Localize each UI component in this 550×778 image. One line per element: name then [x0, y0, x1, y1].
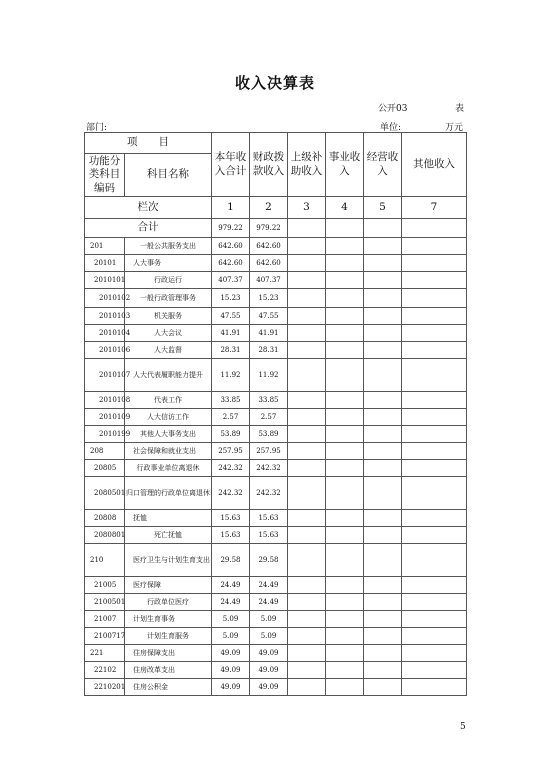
- subject-code: 2010101: [85, 272, 125, 289]
- empty-cell: [326, 325, 364, 342]
- total-fiscal-value: 979.22: [250, 219, 288, 238]
- total-income: 407.37: [212, 272, 250, 289]
- empty-cell: [288, 238, 326, 255]
- empty-cell: [364, 477, 402, 510]
- empty-cell: [364, 510, 402, 527]
- subject-name: 机关服务: [125, 308, 212, 325]
- subject-code: 208: [85, 443, 125, 460]
- fiscal-income: 28.31: [250, 342, 288, 359]
- subject-name: 人大会议: [125, 325, 212, 342]
- subject-code: 2010199: [85, 426, 125, 443]
- total-income: 33.85: [212, 392, 250, 409]
- subject-name: 住房公积金: [125, 679, 212, 696]
- empty-cell: [288, 325, 326, 342]
- table-row: [85, 289, 467, 308]
- empty-cell: [288, 645, 326, 662]
- empty-cell: [288, 460, 326, 477]
- subject-name: 计划生育服务: [125, 628, 212, 645]
- empty-cell: [326, 342, 364, 359]
- subject-code: 20805: [85, 460, 125, 477]
- subject-name: 社会保障和就业支出: [125, 443, 212, 460]
- subject-code: 221: [85, 645, 125, 662]
- empty-cell: [402, 289, 467, 308]
- empty-cell: [402, 662, 467, 679]
- empty-cell: [364, 662, 402, 679]
- empty-cell: [288, 272, 326, 289]
- empty-cell: [364, 460, 402, 477]
- subject-name: 人大监督: [125, 342, 212, 359]
- income-table: [84, 132, 467, 696]
- table-row: [85, 544, 467, 577]
- empty-cell: [364, 628, 402, 645]
- total-income: 28.31: [212, 342, 250, 359]
- subject-name: 抚恤: [125, 510, 212, 527]
- fiscal-income: 47.55: [250, 308, 288, 325]
- empty-cell: [402, 359, 467, 392]
- subject-code: 210: [85, 544, 125, 577]
- empty-cell: [326, 611, 364, 628]
- fiscal-income: 242.32: [250, 477, 288, 510]
- empty-cell: [326, 426, 364, 443]
- empty-cell: [288, 662, 326, 679]
- table-row: [85, 342, 467, 359]
- empty-cell: [402, 392, 467, 409]
- subject-name: 医疗保障: [125, 577, 212, 594]
- subject-name: 人大信访工作: [125, 409, 212, 426]
- department-label: 部门:: [86, 123, 108, 133]
- empty-cell: [364, 594, 402, 611]
- fiscal-income: 242.32: [250, 460, 288, 477]
- fiscal-income: 29.58: [250, 544, 288, 577]
- total-income: 257.95: [212, 443, 250, 460]
- empty-cell: [326, 645, 364, 662]
- subject-code: 2010108: [85, 392, 125, 409]
- header-superior-subsidy: 上级补助收入: [288, 133, 326, 197]
- table-row: [85, 460, 467, 477]
- empty-cell: [364, 255, 402, 272]
- total-income: 49.09: [212, 645, 250, 662]
- table-row: [85, 255, 467, 272]
- empty-cell: [288, 409, 326, 426]
- subject-code: 2100501: [85, 594, 125, 611]
- table-row: [85, 426, 467, 443]
- unit-value: 万元: [445, 123, 464, 133]
- table-row: [85, 510, 467, 527]
- empty-cell: [402, 645, 467, 662]
- table-row: [85, 645, 467, 662]
- empty-cell: [402, 426, 467, 443]
- fiscal-income: 2.57: [250, 409, 288, 426]
- subject-name: 归口管理的行政单位离退休: [125, 477, 212, 510]
- empty-cell: [288, 679, 326, 696]
- fiscal-income: 5.09: [250, 611, 288, 628]
- empty-cell: [288, 255, 326, 272]
- total-income: 642.60: [212, 238, 250, 255]
- col-number: 2: [250, 197, 288, 219]
- empty-cell: [402, 577, 467, 594]
- empty-cell: [326, 510, 364, 527]
- subject-name: 计划生育事务: [125, 611, 212, 628]
- header-func-code: 功能分类科目编码: [85, 154, 125, 197]
- empty-cell: [326, 577, 364, 594]
- page-title: 收入决算表: [234, 74, 315, 92]
- total-income: 49.09: [212, 679, 250, 696]
- fiscal-income: 642.60: [250, 255, 288, 272]
- subject-code: 2210201: [85, 679, 125, 696]
- empty-cell: [364, 443, 402, 460]
- fiscal-income: 11.92: [250, 359, 288, 392]
- subject-code: 2080501: [85, 477, 125, 510]
- fiscal-income: 15.63: [250, 510, 288, 527]
- empty-cell: [288, 342, 326, 359]
- subject-code: 201: [85, 238, 125, 255]
- col-number: 3: [288, 197, 326, 219]
- subject-code: 20808: [85, 510, 125, 527]
- empty-cell: [326, 359, 364, 392]
- empty-cell: [288, 544, 326, 577]
- empty-cell: [326, 409, 364, 426]
- subject-name: 医疗卫生与计划生育支出: [125, 544, 212, 577]
- subject-name: 人大事务: [125, 255, 212, 272]
- empty-cell: [364, 544, 402, 577]
- total-income: 41.91: [212, 325, 250, 342]
- table-row: [85, 392, 467, 409]
- empty-cell: [364, 679, 402, 696]
- empty-cell: [288, 477, 326, 510]
- empty-cell: [326, 628, 364, 645]
- table-row: [85, 443, 467, 460]
- fiscal-income: 257.95: [250, 443, 288, 460]
- subject-code: 2010102: [85, 289, 125, 308]
- fiscal-income: 15.63: [250, 527, 288, 544]
- form-suffix: 表: [455, 104, 465, 114]
- empty-cell: [288, 426, 326, 443]
- empty-cell: [402, 628, 467, 645]
- empty-cell: [402, 238, 467, 255]
- empty-cell: [364, 611, 402, 628]
- subject-name: 住房保障支出: [125, 645, 212, 662]
- total-income: 642.60: [212, 255, 250, 272]
- total-income: 11.92: [212, 359, 250, 392]
- subject-code: 21005: [85, 577, 125, 594]
- subject-code: 2010109: [85, 409, 125, 426]
- fiscal-income: 24.49: [250, 577, 288, 594]
- empty-cell: [288, 577, 326, 594]
- subject-name: 人大代表履职能力提升: [125, 359, 212, 392]
- empty-cell: [326, 392, 364, 409]
- empty-cell: [288, 527, 326, 544]
- subject-code: 2080801: [85, 527, 125, 544]
- empty-cell: [402, 272, 467, 289]
- empty-cell: [402, 679, 467, 696]
- total-income: 2.57: [212, 409, 250, 426]
- header-xiangmu: 项 目: [85, 133, 212, 154]
- fiscal-income: 642.60: [250, 238, 288, 255]
- header-other-income: 其他收入: [402, 133, 467, 197]
- table-row: [85, 577, 467, 594]
- empty-cell: [364, 272, 402, 289]
- subject-code: 2010104: [85, 325, 125, 342]
- empty-cell: [364, 359, 402, 392]
- fiscal-income: 41.91: [250, 325, 288, 342]
- subject-name: 行政单位医疗: [125, 594, 212, 611]
- empty-cell: [288, 628, 326, 645]
- table-row: [85, 477, 467, 510]
- empty-cell: [326, 443, 364, 460]
- empty-cell: [402, 477, 467, 510]
- fiscal-income: 407.37: [250, 272, 288, 289]
- subject-code: 21007: [85, 611, 125, 628]
- total-income: 15.23: [212, 289, 250, 308]
- total-income: 29.58: [212, 544, 250, 577]
- empty-cell: [326, 238, 364, 255]
- col-number: 1: [212, 197, 250, 219]
- subject-name: 代表工作: [125, 392, 212, 409]
- table-row: [85, 628, 467, 645]
- subject-name: 住房改革支出: [125, 662, 212, 679]
- empty-cell: [364, 308, 402, 325]
- empty-cell: [288, 611, 326, 628]
- empty-cell: [402, 544, 467, 577]
- empty-cell: [364, 645, 402, 662]
- empty-cell: [326, 308, 364, 325]
- empty-cell: [326, 272, 364, 289]
- empty-cell: [364, 426, 402, 443]
- empty-cell: [288, 594, 326, 611]
- unit-label: 单位:: [380, 123, 402, 133]
- subject-code: 2100717: [85, 628, 125, 645]
- fiscal-income: 49.09: [250, 645, 288, 662]
- page-number: 5: [460, 722, 466, 732]
- table-row: [85, 662, 467, 679]
- row-total-label: 合计: [85, 219, 212, 238]
- fiscal-income: 49.09: [250, 662, 288, 679]
- total-income: 24.49: [212, 594, 250, 611]
- subject-code: 20101: [85, 255, 125, 272]
- total-income: 24.49: [212, 577, 250, 594]
- total-income: 5.09: [212, 628, 250, 645]
- total-income: 5.09: [212, 611, 250, 628]
- total-income: 15.63: [212, 510, 250, 527]
- empty-cell: [326, 477, 364, 510]
- empty-cell: [364, 342, 402, 359]
- subject-name: 其他人大事务支出: [125, 426, 212, 443]
- header-operating-income: 经营收入: [364, 133, 402, 197]
- col-number: 5: [364, 197, 402, 219]
- fiscal-income: 53.89: [250, 426, 288, 443]
- total-income: 49.09: [212, 662, 250, 679]
- empty-cell: [288, 308, 326, 325]
- fiscal-income: 33.85: [250, 392, 288, 409]
- empty-cell: [288, 289, 326, 308]
- table-row: [85, 409, 467, 426]
- empty-cell: [326, 679, 364, 696]
- total-income: 47.55: [212, 308, 250, 325]
- col-number: 4: [326, 197, 364, 219]
- empty-cell: [326, 544, 364, 577]
- empty-cell: [364, 577, 402, 594]
- subject-code: 2010103: [85, 308, 125, 325]
- subject-code: 2010106: [85, 342, 125, 359]
- empty-cell: [326, 255, 364, 272]
- empty-cell: [364, 289, 402, 308]
- empty-cell: [402, 443, 467, 460]
- empty-cell: [364, 392, 402, 409]
- fiscal-income: 5.09: [250, 628, 288, 645]
- fiscal-income: 49.09: [250, 679, 288, 696]
- total-income: 242.32: [212, 460, 250, 477]
- table-row: [85, 527, 467, 544]
- empty-cell: [402, 611, 467, 628]
- empty-cell: [402, 325, 467, 342]
- fiscal-income: 15.23: [250, 289, 288, 308]
- empty-cell: [402, 594, 467, 611]
- empty-cell: [364, 238, 402, 255]
- col-number: 7: [402, 197, 467, 219]
- table-row: [85, 679, 467, 696]
- table-row: [85, 611, 467, 628]
- total-income: 242.32: [212, 477, 250, 510]
- empty-cell: [402, 255, 467, 272]
- total-income: 53.89: [212, 426, 250, 443]
- empty-cell: [402, 308, 467, 325]
- header-business-income: 事业收入: [326, 133, 364, 197]
- table-row: [85, 594, 467, 611]
- empty-cell: [402, 460, 467, 477]
- empty-cell: [364, 325, 402, 342]
- subject-name: 行政事业单位离退休: [125, 460, 212, 477]
- empty-cell: [402, 409, 467, 426]
- subject-code: 22102: [85, 662, 125, 679]
- header-subject-name: 科目名称: [125, 154, 212, 197]
- table-row: [85, 272, 467, 289]
- empty-cell: [288, 443, 326, 460]
- empty-cell: [326, 460, 364, 477]
- total-income: 15.63: [212, 527, 250, 544]
- subject-name: 一般行政管理事务: [125, 289, 212, 308]
- empty-cell: [326, 594, 364, 611]
- fiscal-income: 24.49: [250, 594, 288, 611]
- table-row: [85, 238, 467, 255]
- header-fiscal-income: 财政拨款收入: [250, 133, 288, 197]
- empty-cell: [364, 527, 402, 544]
- total-income-value: 979.22: [212, 219, 250, 238]
- empty-cell: [364, 409, 402, 426]
- subject-code: 2010107: [85, 359, 125, 392]
- subject-name: 行政运行: [125, 272, 212, 289]
- empty-cell: [326, 289, 364, 308]
- empty-cell: [326, 527, 364, 544]
- subject-name: 一般公共服务支出: [125, 238, 212, 255]
- table-row: [85, 325, 467, 342]
- empty-cell: [326, 662, 364, 679]
- empty-cell: [402, 342, 467, 359]
- subject-name: 死亡抚恤: [125, 527, 212, 544]
- row-lanci-label: 栏次: [85, 197, 212, 219]
- empty-cell: [288, 359, 326, 392]
- empty-cell: [288, 392, 326, 409]
- empty-cell: [402, 510, 467, 527]
- empty-cell: [288, 510, 326, 527]
- table-row: [85, 308, 467, 325]
- form-code: 公开03: [378, 104, 408, 114]
- header-total-income: 本年收入合计: [212, 133, 250, 197]
- table-row: [85, 359, 467, 392]
- empty-cell: [402, 527, 467, 544]
